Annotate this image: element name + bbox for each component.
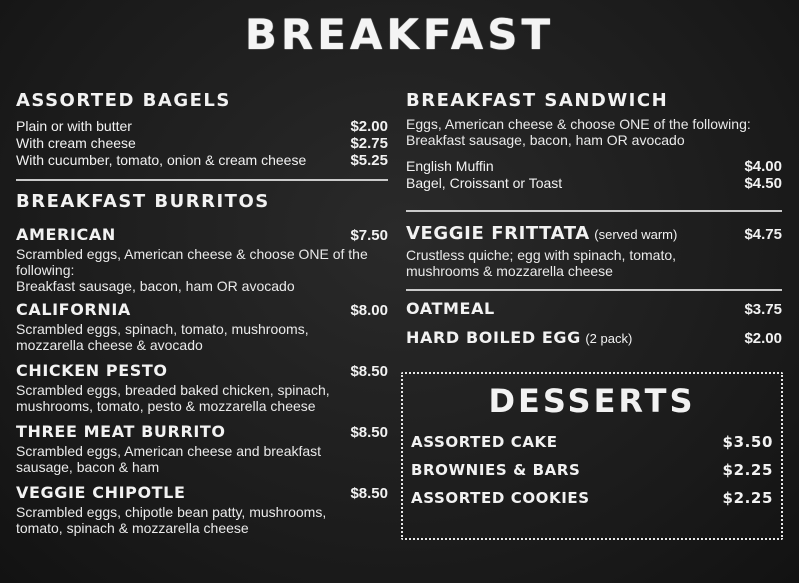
item-description: Crustless quiche; egg with spinach, tomato, mushrooms & mozzarella cheese: [406, 247, 677, 279]
bagels-heading: ASSORTED BAGELS: [16, 90, 231, 111]
item-price: $2.25: [722, 489, 773, 507]
item-price: $2.00: [350, 118, 388, 135]
item-price: $2.25: [722, 461, 773, 479]
item-name: VEGGIE CHIPOTLE: [16, 483, 186, 502]
divider: [406, 210, 782, 212]
burrito-item: [16, 483, 388, 536]
item-price: $4.50: [744, 175, 782, 192]
item-description: Scrambled eggs, American cheese & choose ONE of the following:: [16, 246, 368, 278]
divider: [16, 179, 388, 181]
item-name: BROWNIES & BARS: [411, 461, 581, 479]
item-label: Plain or with butter: [16, 118, 132, 134]
item-price: $7.50: [350, 227, 388, 244]
item-price: $3.50: [722, 433, 773, 451]
page-title: BREAKFAST: [244, 10, 555, 59]
item-name: CALIFORNIA: [16, 300, 131, 319]
menu-item-row: [16, 135, 388, 152]
item-price: $8.50: [350, 363, 388, 380]
item-note: (2 pack): [585, 331, 633, 346]
menu-item-row: [16, 152, 388, 169]
sandwich-heading: BREAKFAST SANDWICH: [406, 90, 669, 111]
desserts-box: [401, 372, 783, 540]
boiled-egg-item: [406, 328, 782, 349]
burrito-item: [16, 361, 388, 414]
item-label: Bagel, Croissant or Toast: [406, 175, 563, 191]
dessert-row: [403, 484, 781, 512]
dessert-row: [403, 456, 781, 484]
item-price: $2.75: [350, 135, 388, 152]
sandwich-description: Breakfast sausage, bacon, ham OR avocado: [406, 132, 685, 148]
menu-item-row: [406, 158, 782, 175]
item-price: $4.00: [744, 158, 782, 175]
left-column: [16, 90, 388, 536]
item-name: ASSORTED CAKE: [411, 433, 558, 451]
burrito-item: [16, 422, 388, 475]
dessert-row: [403, 428, 781, 456]
item-description: Scrambled eggs, chipotle bean patty, mushrooms, tomato, spinach & mozzarella cheese: [16, 504, 327, 536]
menu-item-row: [16, 118, 388, 135]
item-description: Scrambled eggs, spinach, tomato, mushrooms, mozzarella cheese & avocado: [16, 321, 309, 353]
item-name: VEGGIE FRITTATA: [406, 223, 590, 244]
item-name: AMERICAN: [16, 225, 116, 244]
item-name: CHICKEN PESTO: [16, 361, 168, 380]
item-label: With cucumber, tomato, onion & cream cheese: [16, 152, 307, 168]
desserts-heading: DESSERTS: [488, 382, 696, 420]
item-name: OATMEAL: [406, 299, 495, 318]
menu-item-row: [406, 175, 782, 192]
sandwich-description: Eggs, American cheese & choose ONE of the following:: [406, 116, 751, 132]
item-price: $8.50: [350, 424, 388, 441]
item-label: English Muffin: [406, 158, 494, 174]
item-name: THREE MEAT BURRITO: [16, 422, 226, 441]
item-price: $3.75: [744, 301, 782, 318]
item-description: Breakfast sausage, bacon, ham OR avocado: [16, 278, 295, 294]
item-description: Scrambled eggs, breaded baked chicken, spinach, mushrooms, tomato, pesto & mozzarella cheese: [16, 382, 330, 414]
oatmeal-item: [406, 299, 782, 320]
item-name: HARD BOILED EGG: [406, 328, 581, 347]
item-price: $8.50: [350, 485, 388, 502]
item-note: (served warm): [594, 227, 678, 242]
item-price: $4.75: [744, 226, 782, 243]
item-price: $2.00: [744, 330, 782, 347]
burrito-item: [16, 225, 388, 294]
burritos-heading: BREAKFAST BURRITOS: [16, 191, 270, 212]
item-description: Scrambled eggs, American cheese and breakfast sausage, bacon & ham: [16, 443, 322, 475]
item-price: $8.00: [350, 302, 388, 319]
divider: [406, 289, 782, 291]
burrito-item: [16, 300, 388, 353]
right-column: [406, 90, 782, 349]
item-price: $5.25: [350, 152, 388, 169]
item-name: ASSORTED COOKIES: [411, 489, 590, 507]
frittata-item: [406, 224, 782, 279]
item-label: With cream cheese: [16, 135, 136, 151]
